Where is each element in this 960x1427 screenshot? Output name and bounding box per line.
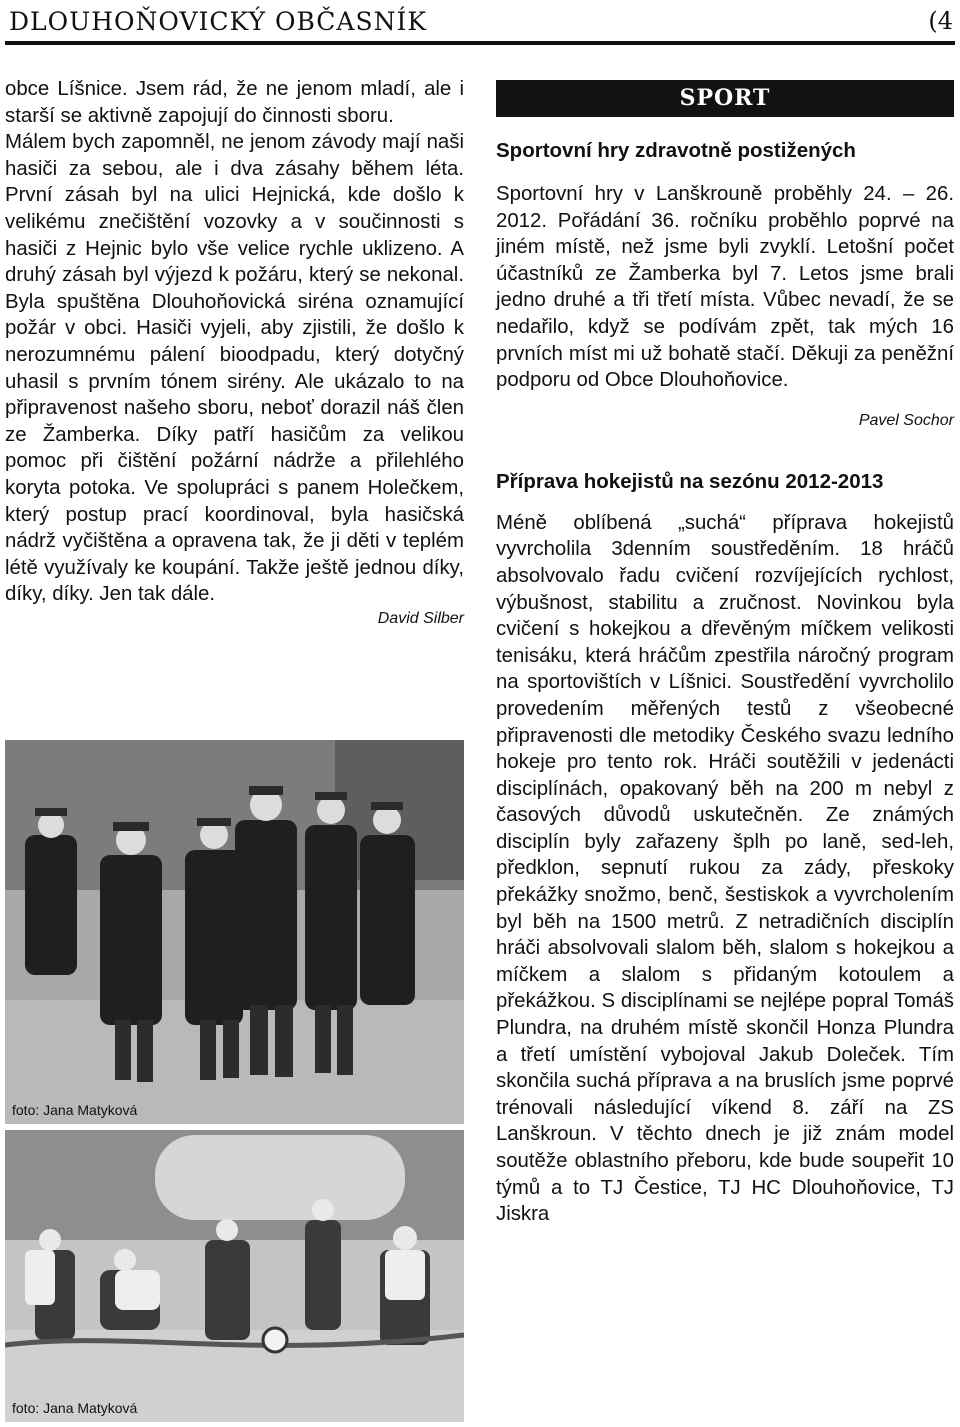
photo-credit: foto: Jana Matyková [12, 1102, 138, 1118]
article-title: Sportovní hry zdravotně postižených [496, 139, 856, 162]
page-number: (4 [928, 7, 953, 35]
article-body: Sportovní hry v Lanškrouně proběhly 24. – 26. 2012. Pořádání 36. ročníku proběhlo poprvé na jiném místě, než jsme byli zvyklí. Letošní počet účastníků ze Žamberka byl 7. Letos jsme brali jedno druhé a tři třetí místa. Vůbec nevadí, že se nedařilo, když se podívám zpět, tak mých 16 prvních míst mi už bohatě stačí. Děkuji za peněžní podporu od Obce Dlouhoňovice. [496, 183, 954, 392]
author-signature: David Silber [377, 609, 464, 627]
right-column [496, 80, 954, 1228]
publication-title: DLOUHOŇOVICKÝ OBČASNÍK [9, 7, 428, 36]
article-paragraph: Málem bych zapomněl, ne jenom závody mají naši hasiči za sebou, ale i dva zásahy během léta. První zásah byl na ulici Hejnická, kde došlo k velikému znečištění vozovky a v součinnosti s hasiči z Hejnic bylo vše velice rychle uklizeno. A druhý zásah byl výjezd k požáru, který se nekonal. Byla spuštěna Dlouhoňovická siréna oznamující požár v obci. Hasiči vyjeli, aby zjistili, že došlo k nerozumnému pálení bioodpadu, který dotyčný uhasil s prvním tónem sirény. Ale ukázalo to na připravenost našeho sboru, neboť dorazil náš člen ze Žamberka. Díky patří hasičům za velikou pomoc při čištění požární nádrže a přilehlého koryta potoka. Ve spolupráci s panem Holečkem, který postup prací koordinoval, byla hasičská nádrž vyčištěna a opravena tak, že ji děti v teplém létě využívaly ke koupání. Takže ještě jednou díky, díky, díky. Jen tak dále. [5, 131, 464, 606]
photo-firefighting-competition [5, 1130, 464, 1422]
photo-credit: foto: Jana Matyková [12, 1400, 138, 1416]
section-banner-sport: SPORT [496, 80, 954, 117]
left-column [5, 76, 464, 630]
masthead [5, 3, 955, 45]
article-title: Příprava hokejistů na sezónu 2012-2013 [496, 469, 884, 493]
photo-image [5, 740, 464, 1124]
author-signature: Pavel Sochor [858, 411, 954, 429]
photo-firefighters-parade [5, 740, 464, 1124]
article-paragraph: obce Líšnice. Jsem rád, že ne jenom mladí, ale i starší se aktivně zapojují do činnosti sboru. [5, 78, 464, 127]
article-body: Méně oblíbená „suchá“ příprava hokejistů vyvrcholila 3denním soustředěním. 18 hráčů absolvovalo řadu cvičení rozvíjejících rychlost, výbušnost, stabilitu a zručnost. Novinkou byla cvičení s hokejkou a dřevěným míčkem velikosti tenisáku, která hráčům zpestřila náročný program na sportovištích v Líšnici. Soustředění vyvrcholilo provedením měřených testů z všeobecné připravenosti dle metodiky Českého svazu ledního hokeje pro tento rok. Hráči soutěžili v jedenácti disciplínách, opakovaný běh na 200 m nebyl z časových důvodů uskutečněn. Ze známých disciplín byly zařazeny šplh po laně, sed-leh, předklon, sepnutí rukou za zády, přeskoky překážky snožmo, benč, šestiskok a vyvrcholením byl běh na 1500 metrů. Z netradičních disciplín hráči absolvovali slalom běh, slalom s hokejkou a míčkem a slalom s přidaným kotoulem a překážkou. S disciplínami se nejlépe popral Tomáš Plundra, na druhém místě skončil Honza Plundra a třetí umístění vybojoval Jakub Doleček. Tím skončila suchá příprava a na bruslích jsme poprvé trénovali následující víkend 8. září na ZS Lanškroun. V těchto dnech je již znám model soutěže oblastního přeboru, kde bude soupeřit 10 týmů a to TJ Čestice, TJ HC Dlouhoňovice, TJ Jiskra [496, 511, 954, 1226]
photo-image [5, 1130, 464, 1422]
